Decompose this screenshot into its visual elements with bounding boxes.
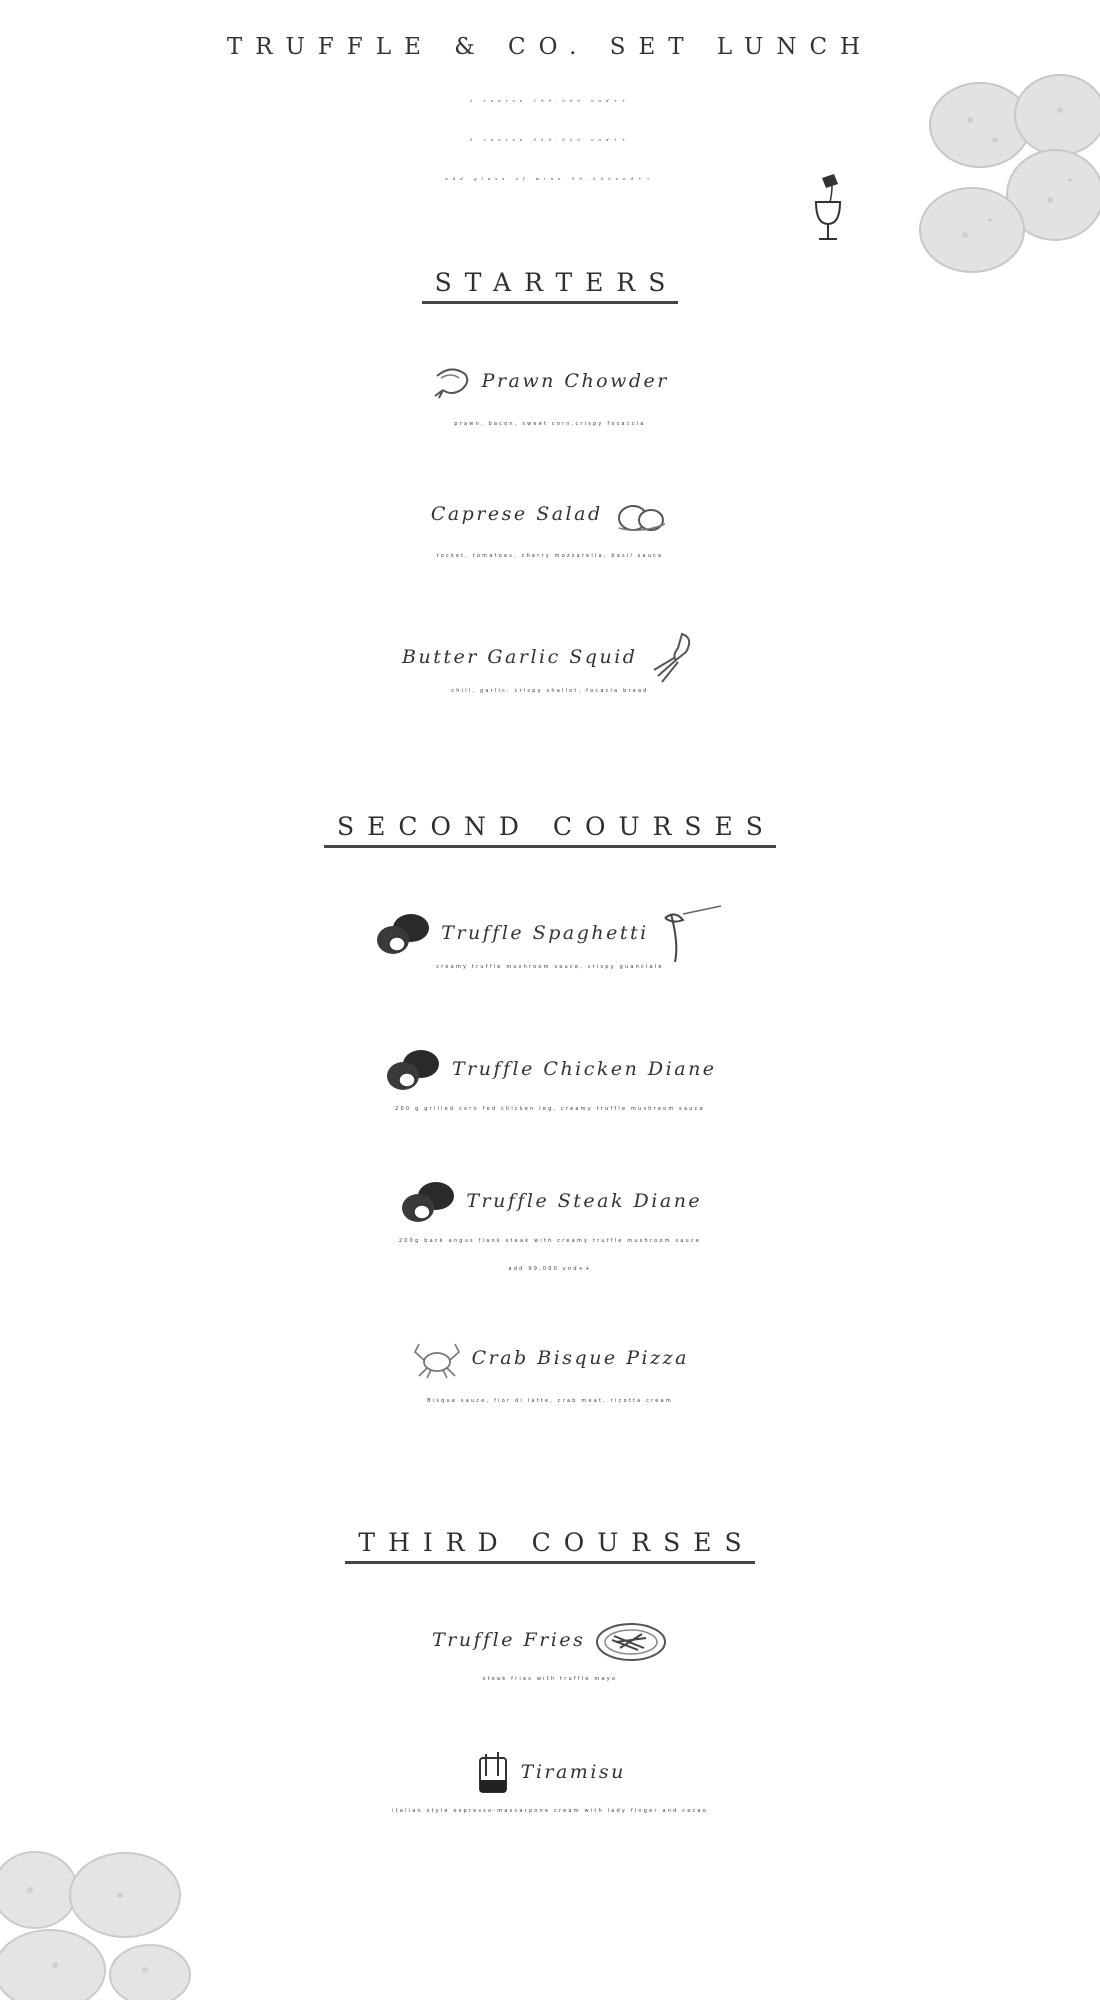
- wine-glass-icon: [808, 172, 848, 244]
- dish-description: 200g back angus flank steak with creamy truffle mushroom sauce: [398, 1238, 702, 1244]
- dish-name: Butter Garlic Squid: [0, 630, 1100, 686]
- dish-description: 200 g grilled corn fed chicken leg, creamy truffle mushroom sauce: [395, 1106, 705, 1112]
- dish-name: Truffle Fries: [0, 1618, 1100, 1664]
- dish-name: Truffle Steak Diane: [0, 1178, 1100, 1226]
- dish-name: Caprese Salad: [0, 494, 1100, 536]
- truffle-icon: [398, 1178, 458, 1226]
- dish-name: Truffle Spaghetti: [0, 904, 1100, 964]
- mozzarella-icon: [611, 494, 669, 536]
- dish-name: Crab Bisque Pizza: [0, 1338, 1100, 1380]
- fries-plate-icon: [594, 1618, 668, 1664]
- section-title-second-courses: SECOND COURSES: [0, 812, 1100, 848]
- section-title-starters: STARTERS: [0, 268, 1100, 304]
- price-two-course: 2 course 299,000 vnd++: [469, 98, 631, 103]
- truffle-cluster-illustration: [0, 1850, 200, 2000]
- tiramisu-icon: [474, 1750, 512, 1796]
- crab-icon: [411, 1338, 463, 1380]
- price-wine-addon: add glass of wine 99,000vnd++: [445, 176, 655, 181]
- dish-description: Bisque sauce, fior di latte, crab meat, ricotta cream: [427, 1398, 673, 1404]
- spaghetti-fork-icon: [657, 904, 727, 964]
- dish-name: Truffle Chicken Diane: [0, 1046, 1100, 1094]
- dish-description: prawn, bacon, sweet corn,crispy focaccia: [454, 421, 646, 427]
- section-title-third-courses: THIRD COURSES: [0, 1528, 1100, 1564]
- dish-price-note: add 99,000 vnd++: [508, 1266, 592, 1272]
- truffle-icon: [373, 910, 433, 958]
- truffle-icon: [383, 1046, 443, 1094]
- dish-name: Tiramisu: [0, 1750, 1100, 1796]
- dish-description: steak fries with truffle mayo: [482, 1676, 618, 1682]
- menu-title: TRUFFLE & CO. SET LUNCH: [226, 34, 874, 60]
- prawn-icon: [431, 362, 473, 402]
- dish-description: italian style espresso-mascarpone cream with lady finger and cacao: [392, 1808, 708, 1814]
- price-three-course: 3 course 359,000 vnd++: [469, 137, 631, 142]
- dish-description: chili, garlic, crispy shallot, focacia bread: [451, 688, 649, 694]
- dish-description: creamy truffle mushroom sauce, crispy guanciale: [436, 964, 664, 970]
- dish-name: Prawn Chowder: [0, 362, 1100, 402]
- squid-icon: [646, 630, 698, 686]
- dish-description: rocket, tomatoes, cherry mozzarella, basil sauce: [436, 553, 664, 559]
